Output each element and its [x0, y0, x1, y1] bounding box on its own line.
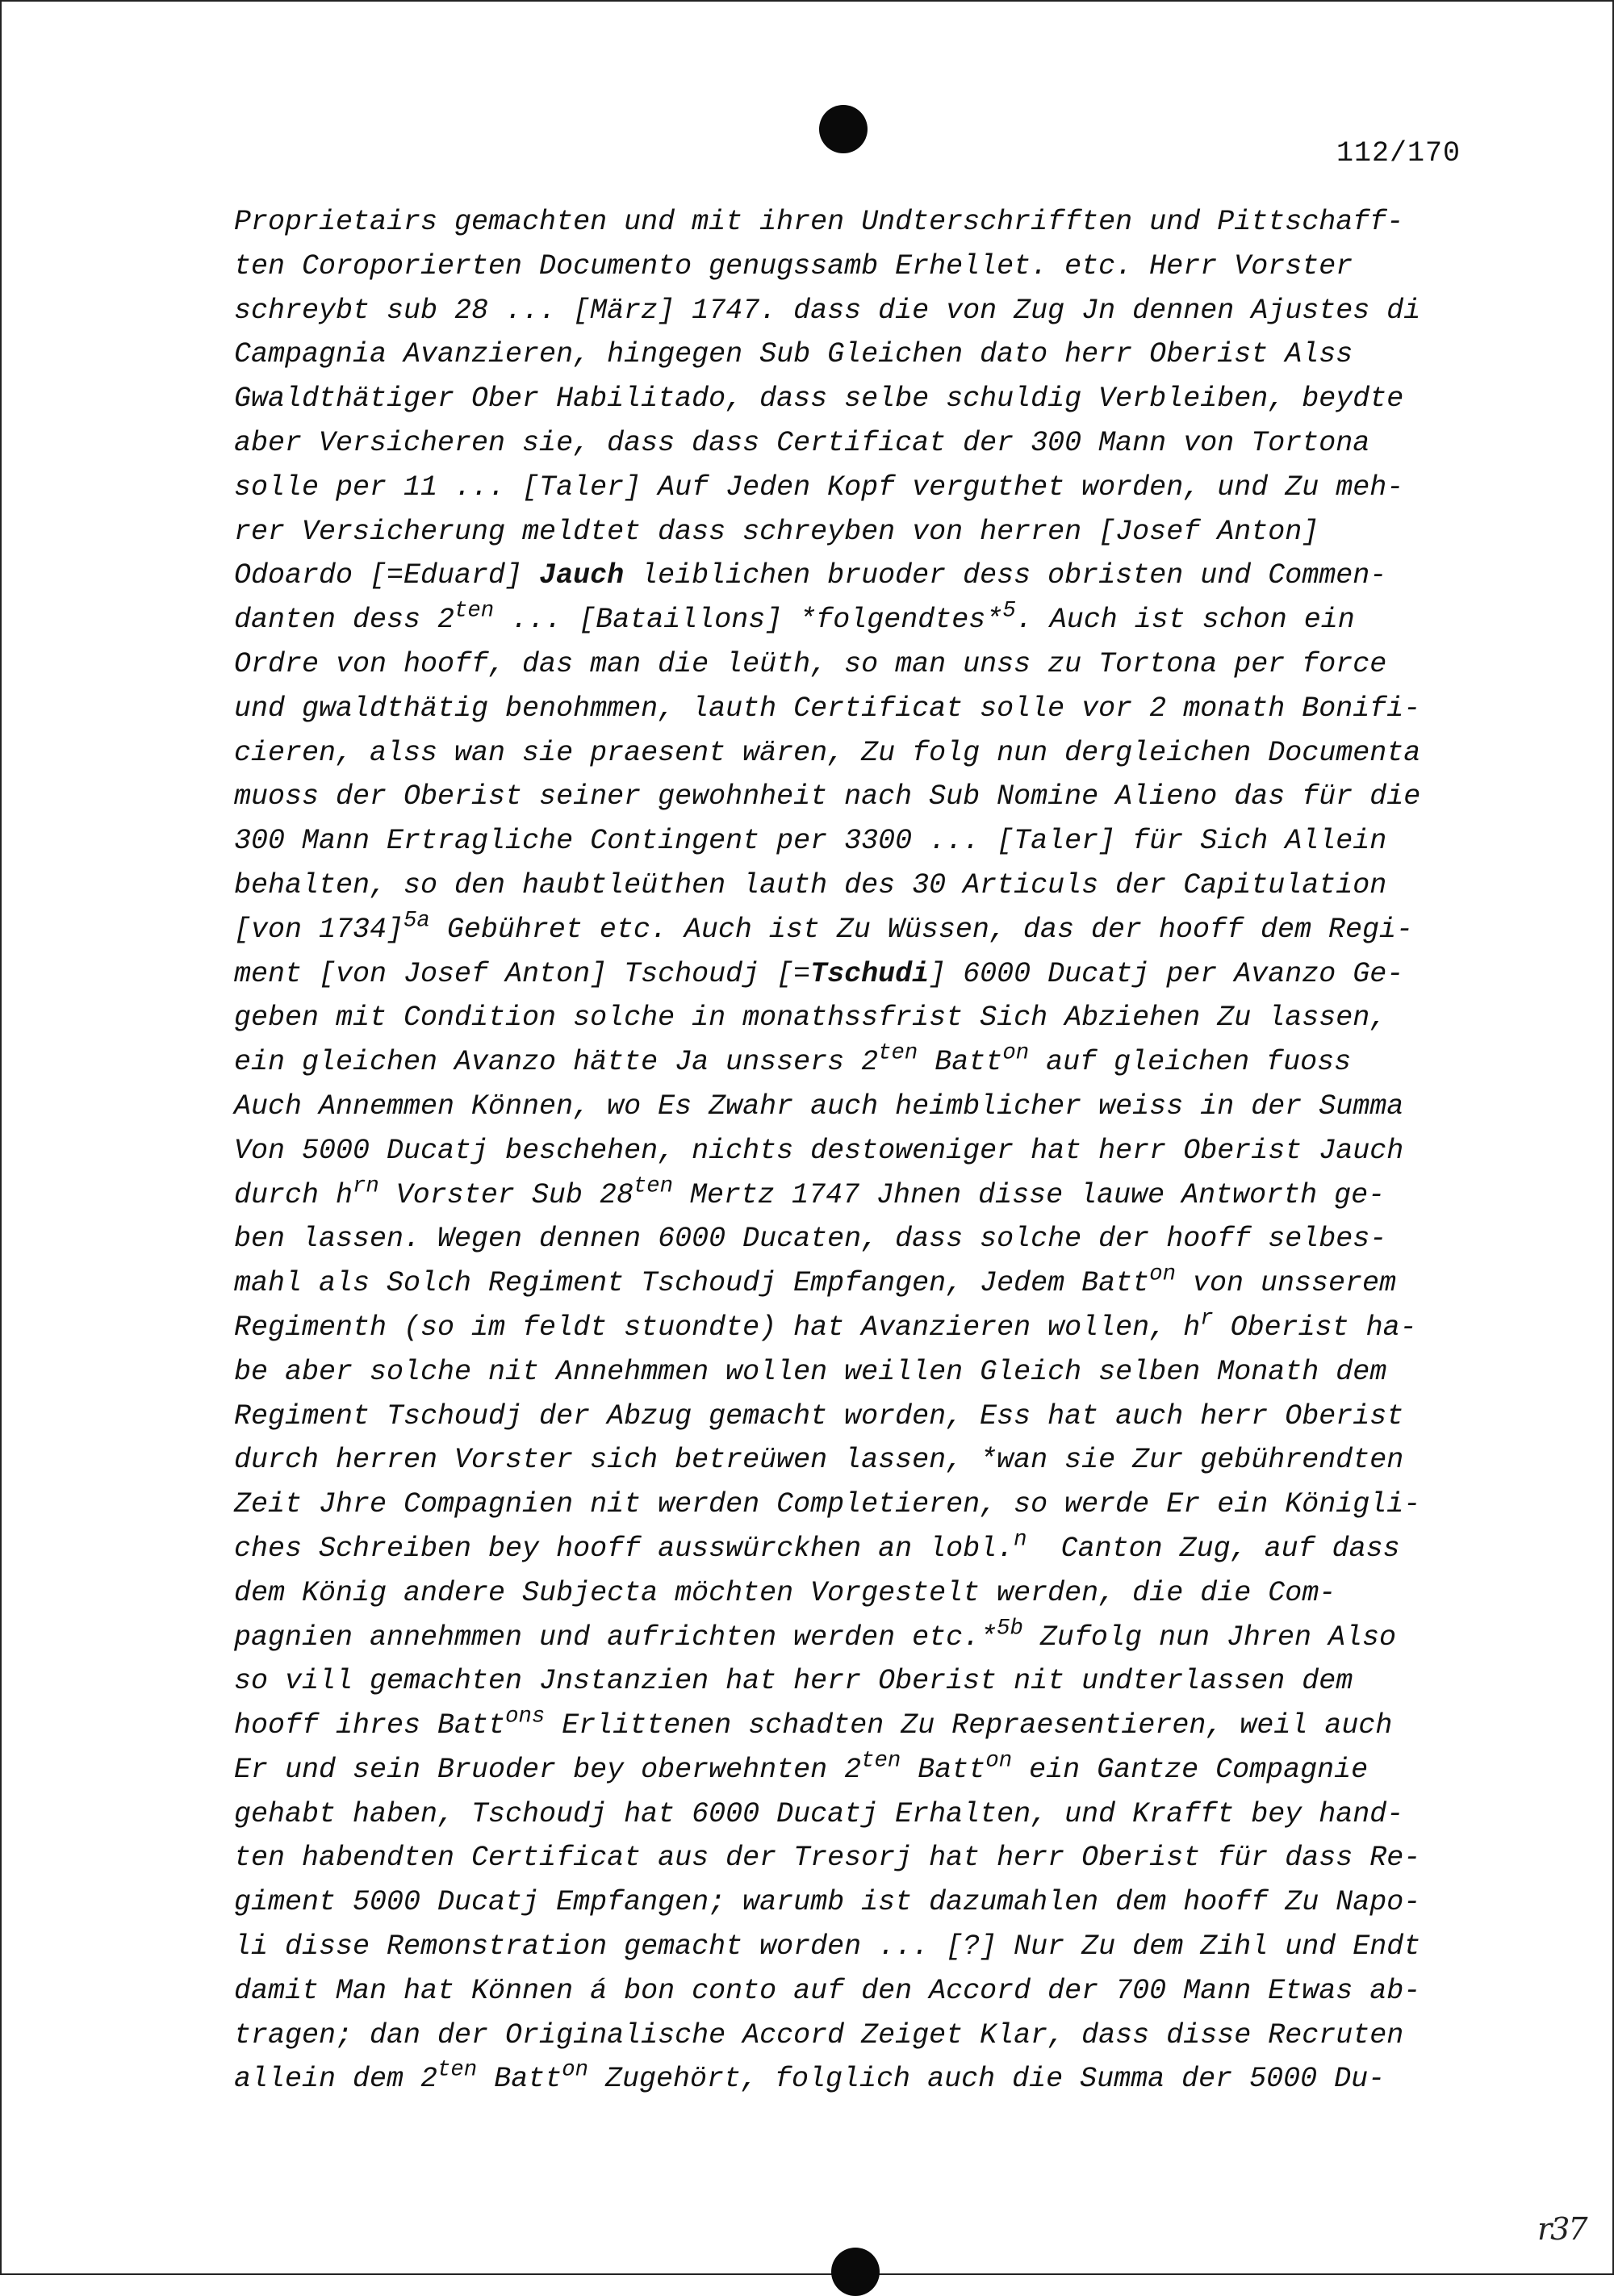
- text-line: [234, 1527, 1477, 1571]
- document-body: [234, 200, 1477, 2102]
- text-line: ten Coroporierten Documento genugssamb Erhellet. etc. Herr Vorster: [234, 249, 1353, 282]
- superscript: on: [1002, 1040, 1030, 1066]
- text-run: Regimenth (so im feldt stuondte) hat Avanzieren wollen, h: [234, 1311, 1201, 1344]
- text-line: 300 Mann Ertragliche Contingent per 3300 ... [Taler] für Sich Allein: [234, 825, 1387, 858]
- text-line: [234, 908, 1477, 952]
- text-run: . Auch ist schon ein: [1015, 604, 1355, 637]
- text-line: solle per 11 ... [Taler] Auf Jeden Kopf verguthet worden, und Zu meh-: [234, 470, 1404, 504]
- text-line: tragen; dan der Originalische Accord Zeiget Klar, dass disse Recruten: [234, 2018, 1404, 2051]
- text-line: [234, 1616, 1477, 1660]
- text-run: pagnien annehmmen und aufrichten werden etc.*: [234, 1621, 997, 1654]
- superscript: r: [1200, 1306, 1214, 1332]
- text-run: ches Schreiben bey hooff ausswürckhen an lobl.: [234, 1532, 1014, 1565]
- text-line: [234, 1306, 1477, 1350]
- text-line: dem König andere Subjecta möchten Vorgestelt werden, die die Com-: [234, 1576, 1336, 1609]
- text-line: [234, 1261, 1477, 1306]
- text-line: be aber solche nit Annehmmen wollen weillen Gleich selben Monath dem: [234, 1355, 1387, 1388]
- superscript: ten: [861, 1748, 901, 1774]
- text-line: so vill gemachten Jnstanzien hat herr Oberist nit undterlassen dem: [234, 1665, 1353, 1698]
- text-run: hooff ihres Batt: [234, 1709, 506, 1742]
- superscript: on: [562, 2057, 588, 2083]
- text-line: ben lassen. Wegen dennen 6000 Ducaten, dass solche der hooff selbes-: [234, 1223, 1387, 1256]
- text-line: behalten, so den haubtleüthen lauth des 30 Articuls der Capitulation: [234, 868, 1387, 901]
- text-line: durch herren Vorster sich betreüwen lassen, *wan sie Zur gebührendten: [234, 1444, 1404, 1477]
- text-line: Auch Annemmen Können, wo Es Zwahr auch heimblicher weiss in der Summa: [234, 1089, 1404, 1123]
- text-run: Mertz 1747 Jhnen disse lauwe Antworth ge-: [673, 1178, 1386, 1211]
- text-run: Zufolg nun Jhren Also: [1022, 1621, 1396, 1654]
- text-run: auf gleichen fuoss: [1029, 1046, 1352, 1079]
- superscript: on: [985, 1748, 1013, 1774]
- superscript: ten: [454, 598, 495, 624]
- text-run: von unsserem: [1175, 1267, 1396, 1300]
- bold-name: Tschudi: [810, 957, 930, 990]
- text-run: ein gleichen Avanzo hätte Ja unssers 2: [234, 1046, 879, 1079]
- text-line: Regiment Tschoudj der Abzug gemacht worden, Ess hat auch herr Oberist: [234, 1399, 1404, 1432]
- text-line: damit Man hat Können á bon conto auf den Accord der 700 Mann Etwas ab-: [234, 1974, 1421, 2007]
- text-run: mahl als Solch Regiment Tschoudj Empfangen, Jedem Batt: [234, 1267, 1150, 1300]
- text-run: ment [von Josef Anton] Tschoudj [=: [234, 957, 811, 990]
- text-run: ] 6000 Ducatj per Avanzo Ge-: [929, 957, 1404, 990]
- text-run: Erlittenen schadten Zu Repraesentieren, weil auch: [545, 1709, 1393, 1742]
- footnote-marker: 5a: [404, 908, 430, 934]
- footnote-marker: 5b: [997, 1615, 1023, 1641]
- text-line: [234, 1704, 1477, 1748]
- text-line: Proprietairs gemachten und mit ihren Undterschrifften und Pittschaff-: [234, 206, 1404, 238]
- footnote-marker: 5: [1002, 598, 1016, 624]
- text-run: allein dem 2: [234, 2063, 438, 2096]
- text-line: giment 5000 Ducatj Empfangen; warumb ist dazumahlen dem hooff Zu Napo-: [234, 1886, 1421, 1919]
- text-line: cieren, alss wan sie praesent wären, Zu folg nun dergleichen Documenta: [234, 736, 1421, 769]
- superscript: ten: [878, 1040, 918, 1066]
- text-line: Campagnia Avanzieren, hingegen Sub Gleichen dato herr Oberist Alss: [234, 338, 1353, 371]
- text-run: Zugehört, folglich auch die Summa der 5000 Du-: [588, 2063, 1386, 2096]
- text-line: [234, 952, 1477, 997]
- text-line: aber Versicheren sie, dass dass Certificat der 300 Mann von Tortona: [234, 426, 1370, 459]
- text-line: rer Versicherung meldtet dass schreyben von herren [Josef Anton]: [234, 515, 1319, 548]
- bold-name: Jauch: [539, 559, 625, 592]
- text-run: Er und sein Bruoder bey oberwehnten 2: [234, 1753, 862, 1786]
- text-line: muoss der Oberist seiner gewohnheit nach Sub Nomine Alieno das für die: [234, 780, 1421, 813]
- text-line: [234, 1173, 1477, 1218]
- text-run: ... [Bataillons] *folgendtes*: [494, 604, 1003, 637]
- superscript: ten: [633, 1173, 674, 1198]
- text-run: Vorster Sub 28: [378, 1178, 633, 1211]
- text-run: Canton Zug, auf dass: [1027, 1532, 1400, 1565]
- text-line: geben mit Condition solche in monathssfrist Sich Abziehen Zu lassen,: [234, 1002, 1387, 1035]
- text-run: durch h: [234, 1178, 353, 1211]
- text-line: [234, 598, 1477, 642]
- text-line: und gwaldthätig benohmmen, lauth Certificat solle vor 2 monath Bonifi-: [234, 692, 1421, 725]
- text-line: [234, 2057, 1477, 2102]
- text-line: [234, 1748, 1477, 1792]
- text-run: leiblichen bruoder dess obristen und Commen-: [624, 559, 1387, 592]
- text-line: schreybt sub 28 ... [März] 1747. dass die von Zug Jn dennen Ajustes di: [234, 294, 1421, 327]
- text-line: Gwaldthätiger Ober Habilitado, dass selbe schuldig Verbleiben, beydte: [234, 383, 1404, 416]
- superscript: n: [1014, 1527, 1027, 1553]
- text-line: Von 5000 Ducatj beschehen, nichts destoweniger hat herr Oberist Jauch: [234, 1134, 1404, 1167]
- text-run: danten dess 2: [234, 604, 455, 637]
- text-line: [234, 554, 1477, 598]
- text-run: [von 1734]: [234, 913, 404, 946]
- text-run: Batt: [477, 2063, 562, 2096]
- text-line: Zeit Jhre Compagnien nit werden Completieren, so werde Er ein Königli-: [234, 1488, 1421, 1521]
- superscript: ons: [505, 1704, 546, 1729]
- text-line: li disse Remonstration gemacht worden ... [?] Nur Zu dem Zihl und Endt: [234, 1930, 1421, 1964]
- superscript: on: [1149, 1261, 1176, 1287]
- punch-hole-top: [819, 105, 868, 153]
- superscript: rn: [353, 1173, 379, 1198]
- punch-hole-bottom: [831, 2248, 880, 2296]
- text-line: Ordre von hooff, das man die leüth, so man unss zu Tortona per force: [234, 647, 1387, 680]
- text-run: Batt: [918, 1046, 1003, 1079]
- text-line: [234, 1040, 1477, 1085]
- text-line: ten habendten Certificat aus der Tresorj hat herr Oberist für dass Re-: [234, 1842, 1421, 1875]
- page-number: 112/170: [1336, 137, 1461, 169]
- text-run: Odoardo [=Eduard]: [234, 559, 540, 592]
- text-line: gehabt haben, Tschoudj hat 6000 Ducatj Erhalten, und Krafft bey hand-: [234, 1797, 1404, 1830]
- text-run: Gebühret etc. Auch ist Zu Wüssen, das der hooff dem Regi-: [429, 913, 1414, 946]
- text-run: ein Gantze Compagnie: [1012, 1753, 1369, 1786]
- handwritten-folio-mark: r37: [1537, 2211, 1587, 2247]
- text-run: Oberist ha-: [1213, 1311, 1417, 1344]
- text-run: Batt: [901, 1753, 986, 1786]
- superscript: ten: [437, 2057, 478, 2083]
